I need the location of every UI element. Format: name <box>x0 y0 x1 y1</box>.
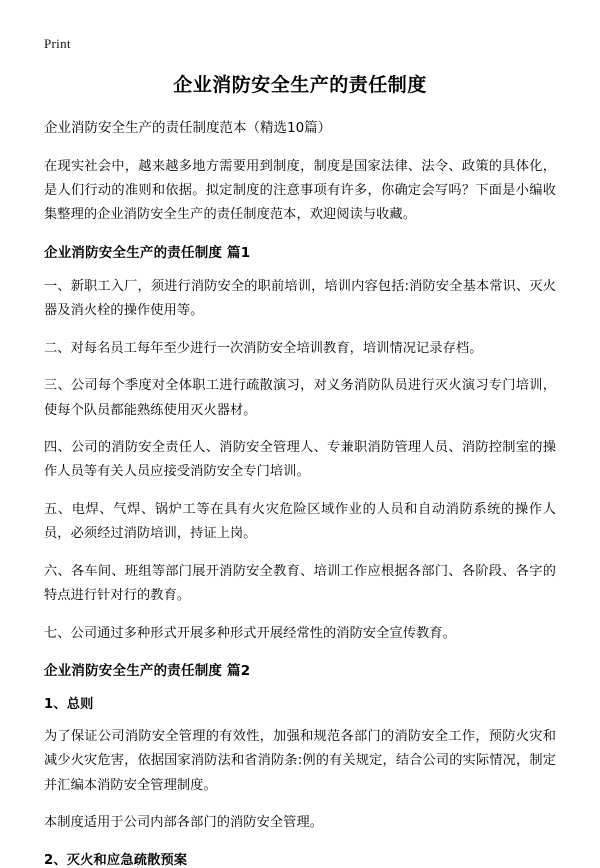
paragraph: 四、公司的消防安全责任人、消防安全管理人、专兼职消防管理人员、消防控制室的操作人员等有关人员应接受消防安全专门培训。 <box>44 440 556 480</box>
section-heading-2: 企业消防安全生产的责任制度 篇2 <box>44 662 251 679</box>
subsection-heading: 1、总则 <box>44 696 94 712</box>
paragraph: 三、公司每个季度对全体职工进行疏散演习，对义务消防队员进行灭火演习专门培训，使每个队员都能熟练使用灭火器材。 <box>44 378 556 418</box>
document-subtitle: 企业消防安全生产的责任制度范本（精选10篇） <box>44 120 332 136</box>
paragraph: 本制度适用于公司内部各部门的消防安全管理。 <box>44 815 324 831</box>
paragraph: 为了保证公司消防安全管理的有效性，加强和规范各部门的消防安全工作，预防火灾和减少火灾危害，依据国家消防法和省消防条:例的有关规定，结合公司的实际情况，制定并汇编本消防安全管理制度。 <box>44 728 556 793</box>
paragraph: 六、各车间、班组等部门展开消防安全教育、培训工作应根据各部门、各阶段、各字的特点进行针对行的教育。 <box>44 563 556 604</box>
intro-paragraph: 在现实社会中，越来越多地方需要用到制度，制度是国家法律、法令、政策的具体化，是人们行动的准则和依据。拟定制度的注意事项有许多，你确定会写吗？下面是小编收集整理的企业消防安全生产的责任制度范本，欢迎阅读与收藏。 <box>44 158 556 223</box>
print-button[interactable]: Print <box>44 36 71 51</box>
paragraph: 七、公司通过多种形式开展多种形式开展经常性的消防安全宣传教育。 <box>44 625 456 641</box>
subsection-heading: 2、灭火和应急疏散预案 <box>44 852 188 868</box>
paragraph: 二、对每名员工每年至少进行一次消防安全培训教育，培训情况记录存档。 <box>44 340 483 356</box>
paragraph: 一、新职工入厂，须进行消防安全的职前培训，培训内容包括:消防安全基本常识、灭火器及消火栓的操作使用等。 <box>44 278 556 319</box>
section-heading-1: 企业消防安全生产的责任制度 篇1 <box>44 244 251 261</box>
page-title: 企业消防安全生产的责任制度 <box>173 74 427 96</box>
paragraph: 五、电焊、气焊、锅炉工等在具有火灾危险区域作业的人员和自动消防系统的操作人员，必须经过消防培训，持证上岗。 <box>44 501 556 542</box>
